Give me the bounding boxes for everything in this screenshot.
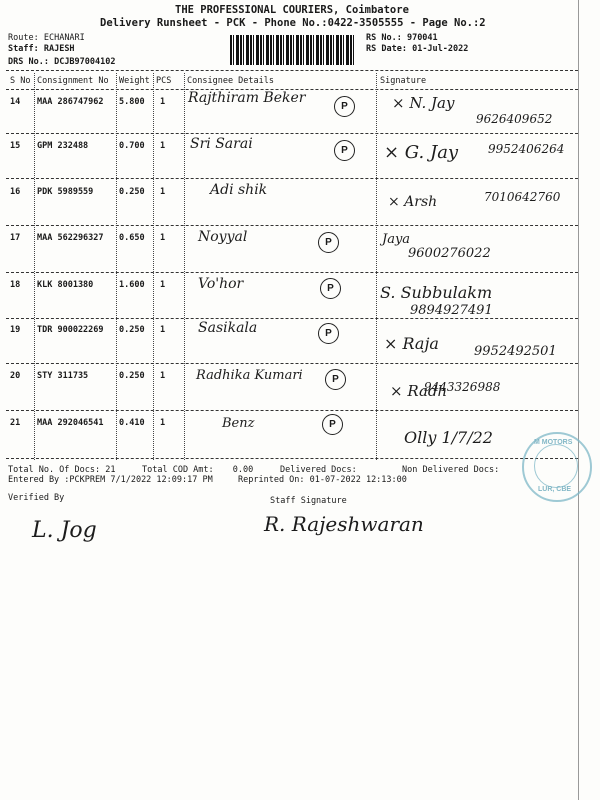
route-value: ECHANARI: [43, 33, 85, 43]
row-18-pcs: 1: [160, 280, 166, 290]
reprinted-value: 01-07-2022 12:13:00: [309, 475, 407, 485]
row-separator: [6, 225, 578, 226]
total-docs-label: Total No. Of Docs:: [8, 465, 101, 475]
verified-by-label: Verified By: [8, 493, 65, 503]
staff-value: RAJESH: [43, 44, 75, 54]
col-divider: [34, 73, 35, 460]
row-17-signature: Jaya: [382, 232, 411, 247]
row-14-consignment: MAA 286747962: [37, 97, 104, 107]
row-21-consignment: MAA 292046541: [37, 418, 104, 428]
row-19-phone: 9952492501: [474, 344, 557, 359]
row-separator: [6, 178, 578, 179]
row-21-weight: 0.410: [119, 418, 145, 428]
staff-signature: R. Rajeshwaran: [264, 512, 424, 536]
drs-value: DCJB97004102: [54, 57, 116, 67]
rs-date-line: [366, 44, 468, 54]
row-17-weight: 0.650: [119, 233, 145, 243]
row-16-phone: 7010642760: [484, 190, 561, 204]
row-14-consignee: Rajthiram Beker: [188, 90, 306, 106]
row-15-signature: × G. Jay: [384, 142, 459, 163]
row-19-weight: 0.250: [119, 325, 145, 335]
row-14-weight: 5.800: [119, 97, 145, 107]
total-docs-value: 21: [105, 465, 116, 475]
row-separator: [6, 363, 578, 364]
route-line: [8, 33, 85, 43]
verified-by-signature: L. Jog: [32, 518, 97, 543]
row-15-phone: 9952406264: [488, 142, 565, 156]
row-16-sno: 16: [10, 187, 21, 197]
row-21-sno: 21: [10, 418, 21, 428]
row-15-consignee: Sri Sarai: [190, 136, 253, 152]
entered-by-label: Entered By :: [8, 475, 70, 485]
col-weight: Weight: [119, 76, 150, 86]
row-19-consignment: TDR 900022269: [37, 325, 104, 335]
row-separator: [6, 272, 578, 273]
rs-date-value: 01-Jul-2022: [412, 44, 469, 54]
row-17-sno: 17: [10, 233, 21, 243]
row-21-signature: Olly 1/7/22: [404, 428, 493, 447]
row-18-phone: 9894927491: [410, 303, 493, 318]
row-20-consignment: STY 311735: [37, 371, 89, 381]
row-20-signature: × Radh: [390, 382, 448, 400]
staff-label: Staff:: [8, 44, 39, 54]
row-15-sno: 15: [10, 141, 21, 151]
total-docs: [8, 465, 116, 475]
row-14-sno: 14: [10, 97, 21, 107]
row-20-phone: 9443326988: [424, 380, 501, 394]
row-17-pcs: 1: [160, 233, 166, 243]
total-cod-label: Total COD Amt:: [142, 465, 214, 475]
non-delivered-docs-label: Non Delivered Docs:: [402, 465, 500, 475]
col-divider: [184, 73, 185, 460]
drs-line: [8, 57, 116, 67]
row-16-pcs: 1: [160, 187, 166, 197]
stamp-bottom-text: LUR, CBE: [538, 486, 572, 493]
col-divider: [116, 73, 117, 460]
row-15-weight: 0.700: [119, 141, 145, 151]
row-18-signature: S. Subbulakm: [380, 283, 493, 302]
rs-date-label: RS Date:: [366, 44, 407, 54]
row-18-weight: 1.600: [119, 280, 145, 290]
row-separator: [6, 133, 578, 134]
staff-line: [8, 44, 75, 54]
row-20-pcs: 1: [160, 371, 166, 381]
row-18-consignee: Vo'hor: [198, 276, 244, 292]
col-signature: Signature: [380, 76, 427, 86]
col-consignee: Consignee Details: [187, 76, 274, 86]
col-consignment: Consignment No: [37, 76, 109, 86]
row-21-consignee: Benz: [222, 416, 255, 431]
row-17-phone: 9600276022: [408, 246, 491, 261]
row-19-signature: × Raja: [384, 334, 439, 353]
p-circle-mark: P: [320, 278, 341, 299]
row-20-consignee: Radhika Kumari: [196, 368, 303, 383]
row-17-consignment: MAA 562296327: [37, 233, 104, 243]
p-circle-mark: P: [334, 140, 355, 161]
row-21-pcs: 1: [160, 418, 166, 428]
col-sno: S No: [10, 76, 31, 86]
total-cod: [142, 465, 253, 475]
col-pcs: PCS: [156, 76, 172, 86]
row-16-consignee: Adi shik: [210, 182, 268, 198]
stamp-top-text: M MOTORS: [534, 439, 573, 446]
table-bottom-rule: [6, 458, 578, 459]
row-15-consignment: GPM 232488: [37, 141, 89, 151]
barcode: [230, 35, 355, 65]
p-circle-mark: P: [318, 232, 339, 253]
row-16-weight: 0.250: [119, 187, 145, 197]
rs-no-label: RS No.:: [366, 33, 402, 43]
row-17-consignee: Noyyal: [198, 229, 248, 245]
company-stamp: [522, 432, 592, 502]
p-circle-mark: P: [325, 369, 346, 390]
row-16-consignment: PDK 5989559: [37, 187, 94, 197]
p-circle-mark: P: [334, 96, 355, 117]
route-label: Route:: [8, 33, 39, 43]
reprinted-label: Reprinted On:: [238, 475, 305, 485]
entered-by: [8, 475, 213, 485]
drs-label: DRS No.:: [8, 57, 49, 67]
row-20-sno: 20: [10, 371, 21, 381]
row-14-signature: × N. Jay: [392, 94, 455, 112]
runsheet-subtitle: Delivery Runsheet - PCK - Phone No.:0422-3505555 - Page No.:2: [100, 17, 486, 29]
rs-no-line: [366, 33, 438, 43]
row-20-weight: 0.250: [119, 371, 145, 381]
rs-no-value: 970041: [406, 33, 438, 43]
table-top-rule: [6, 70, 578, 71]
delivered-docs-label: Delivered Docs:: [280, 465, 357, 475]
p-circle-mark: P: [322, 414, 343, 435]
row-19-sno: 19: [10, 325, 21, 335]
entered-by-value: PCKPREM 7/1/2022 12:09:17 PM: [69, 475, 213, 485]
col-divider: [376, 73, 377, 460]
row-19-pcs: 1: [160, 325, 166, 335]
reprinted-on: [238, 475, 407, 485]
company-title: THE PROFESSIONAL COURIERS, Coimbatore: [175, 4, 409, 16]
p-circle-mark: P: [318, 323, 339, 344]
total-cod-value: 0.00: [232, 465, 254, 475]
row-19-consignee: Sasikala: [198, 320, 258, 336]
row-18-sno: 18: [10, 280, 21, 290]
staff-signature-label: Staff Signature: [270, 496, 347, 506]
row-15-pcs: 1: [160, 141, 166, 151]
row-14-phone: 9626409652: [476, 112, 553, 126]
row-separator: [6, 318, 578, 319]
row-separator: [6, 410, 578, 411]
col-divider: [153, 73, 154, 460]
page-edge: [578, 0, 579, 800]
row-14-pcs: 1: [160, 97, 166, 107]
row-18-consignment: KLK 8001380: [37, 280, 94, 290]
row-16-signature: × Arsh: [388, 194, 438, 210]
